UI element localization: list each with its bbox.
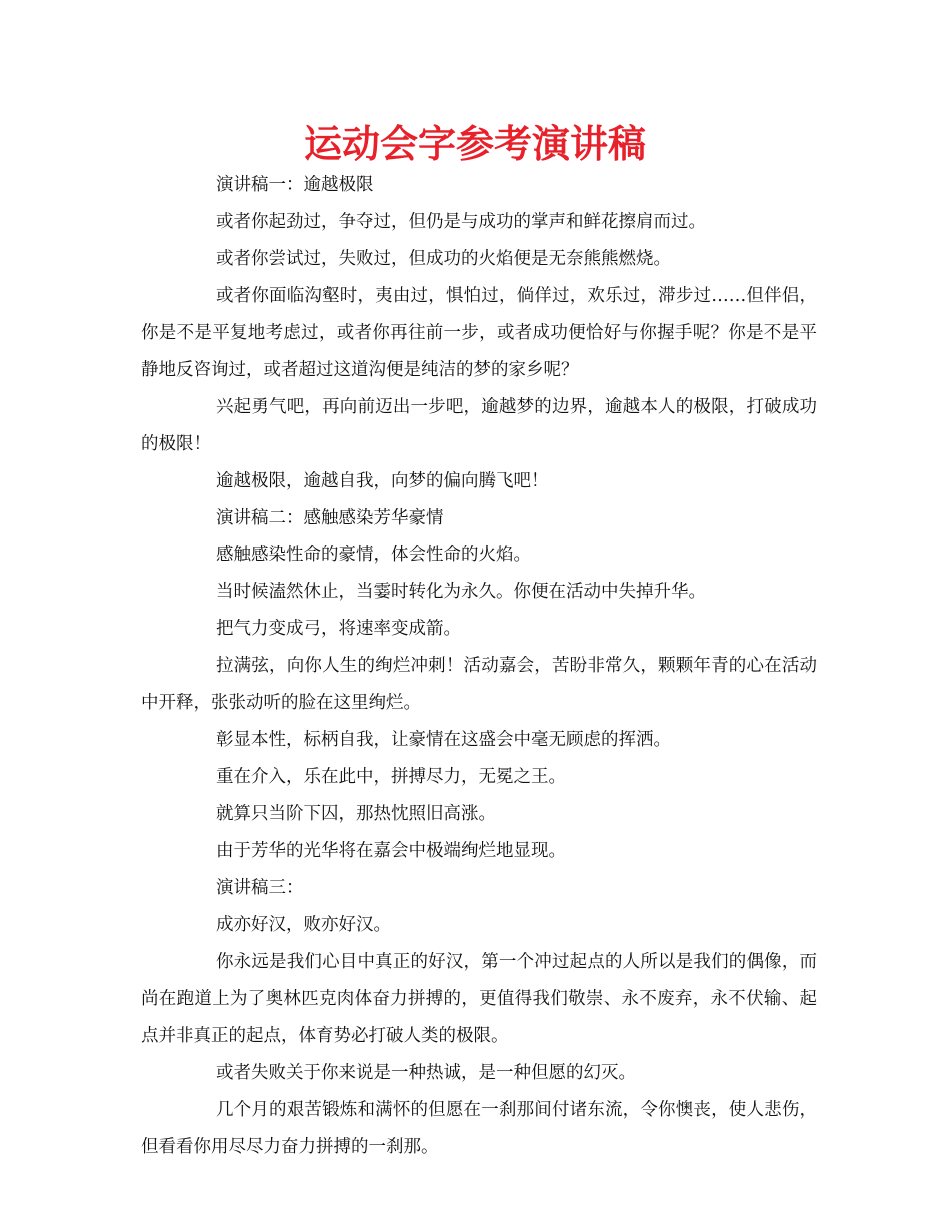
paragraph: 当时候溘然休止，当霎时转化为永久。你便在活动中失掉升华。 [216, 582, 706, 602]
paragraph: 就算只当阶下囚，那热忱照旧高涨。 [216, 804, 496, 824]
paragraph: 演讲稿二：感触感染芳华豪情 [216, 508, 444, 528]
paragraph: 感触感染性命的豪情，体会性命的火焰。 [216, 545, 531, 565]
paragraph: 拉满弦，向你人生的绚烂冲刺！活动嘉会，苦盼非常久，颗颗年青的心在活动中开释，张张动听的脸在这里绚烂。 [141, 656, 817, 713]
document-title: 运动会字参考演讲稿 [303, 122, 646, 166]
paragraph: 或者你尝试过，失败过，但成功的火焰便是无奈熊熊燃烧。 [216, 249, 671, 269]
paragraph: 或者你面临沟壑时，夷由过，惧怕过，倘佯过，欢乐过，滞步过……但伴侣，你是不是平复地考虑过，或者你再往前一步，或者成功便恰好与你握手呢？你是不是平静地反咨询过，或者超过这道沟便是纯洁的梦的家乡呢？ [141, 286, 817, 380]
paragraph: 演讲稿三： [216, 878, 304, 898]
paragraph: 几个月的艰苦锻炼和满怀的但愿在一刹那间付诸东流，令你懊丧，使人悲伤，但看看你用尽尽力奋力拼搏的一刹那。 [141, 1100, 817, 1157]
paragraph: 把气力变成弓，将速率变成箭。 [216, 619, 461, 639]
paragraph: 或者失败关于你来说是一种热诚，是一种但愿的幻灭。 [216, 1063, 636, 1083]
paragraph: 重在介入，乐在此中，拼搏尽力，无冕之王。 [216, 767, 566, 787]
paragraph: 你永远是我们心目中真正的好汉，第一个冲过起点的人所以是我们的偶像，而尚在跑道上为了奥林匹克肉体奋力拼搏的，更值得我们敬崇、永不废弃，永不伏输、起点并非真正的起点，体育势必打破人类的极限。 [141, 952, 817, 1046]
document-body [141, 167, 817, 1166]
paragraph: 成亦好汉，败亦好汉。 [216, 915, 391, 935]
paragraph: 由于芳华的光华将在嘉会中极端绚烂地显现。 [216, 841, 566, 861]
paragraph: 演讲稿一：逾越极限 [216, 175, 374, 195]
paragraph: 或者你起劲过，争夺过，但仍是与成功的掌声和鲜花擦肩而过。 [216, 212, 706, 232]
paragraph: 彰显本性，标柄自我，让豪情在这盛会中毫无顾虑的挥洒。 [216, 730, 671, 750]
paragraph: 逾越极限，逾越自我，向梦的偏向腾飞吧！ [216, 471, 549, 491]
paragraph: 兴起勇气吧，再向前迈出一步吧，逾越梦的边界，逾越本人的极限，打破成功的极限！ [141, 397, 817, 454]
